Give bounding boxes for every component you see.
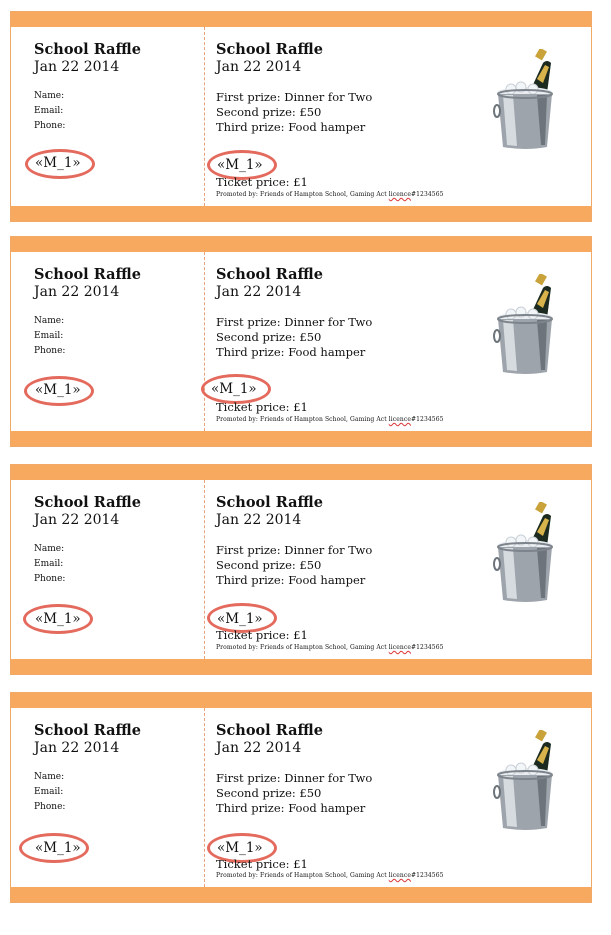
- second-prize: Second prize: £50: [216, 558, 322, 572]
- stub-ticket-number: «M_1»: [35, 840, 81, 856]
- main-ticket-number: «M_1»: [217, 157, 263, 173]
- name-label: Name:: [34, 91, 65, 101]
- ticket-price: Ticket price: £1: [216, 175, 308, 189]
- first-prize: First prize: Dinner for Two: [216, 771, 373, 785]
- promoter-line: [216, 416, 444, 423]
- promoter-line: [216, 644, 444, 651]
- stub-title: School Raffle: [34, 266, 141, 283]
- third-prize: Third prize: Food hamper: [216, 345, 366, 359]
- email-label: Email:: [34, 331, 64, 341]
- main-ticket-number: «M_1»: [217, 611, 263, 627]
- perforation-line: [204, 252, 205, 431]
- champagne-bucket-icon: [493, 502, 563, 602]
- perforation-line: [204, 708, 205, 887]
- ticket-stub: [34, 722, 199, 815]
- stub-date: Jan 22 2014: [34, 59, 120, 75]
- first-prize: First prize: Dinner for Two: [216, 315, 373, 329]
- stub-title: School Raffle: [34, 41, 141, 58]
- stub-ticket-number: «M_1»: [35, 382, 81, 398]
- ticket-top-band: [11, 12, 591, 27]
- ticket-stub: [34, 41, 199, 134]
- raffle-ticket: [10, 464, 592, 675]
- second-prize: Second prize: £50: [216, 105, 322, 119]
- perforation-line: [204, 27, 205, 206]
- stub-ticket-number: «M_1»: [35, 611, 81, 627]
- highlight-oval: [25, 149, 95, 179]
- main-date: Jan 22 2014: [216, 512, 302, 528]
- champagne-bucket-icon: [493, 49, 563, 149]
- second-prize: Second prize: £50: [216, 330, 322, 344]
- licence-number: #1234565: [411, 191, 444, 198]
- highlight-oval: [19, 833, 89, 863]
- stub-ticket-number: «M_1»: [35, 155, 81, 171]
- phone-label: Phone:: [34, 574, 66, 584]
- ticket-bottom-band: [11, 659, 591, 674]
- name-label: Name:: [34, 316, 65, 326]
- ticket-price: Ticket price: £1: [216, 857, 308, 871]
- promoter-text: Promoted by: Friends of Hampton School, Gaming Act: [216, 644, 387, 651]
- third-prize: Third prize: Food hamper: [216, 573, 366, 587]
- main-title: School Raffle: [216, 494, 323, 511]
- licence-number: #1234565: [411, 416, 444, 423]
- ticket-main: [216, 41, 516, 135]
- email-label: Email:: [34, 106, 64, 116]
- phone-label: Phone:: [34, 346, 66, 356]
- highlight-oval: [23, 604, 93, 634]
- ticket-bottom-band: [11, 887, 591, 902]
- licence-word: licence: [388, 872, 411, 879]
- email-label: Email:: [34, 787, 64, 797]
- ticket-main: [216, 266, 516, 360]
- name-label: Name:: [34, 544, 65, 554]
- ticket-price: Ticket price: £1: [216, 628, 308, 642]
- email-label: Email:: [34, 559, 64, 569]
- ticket-price: Ticket price: £1: [216, 400, 308, 414]
- main-title: School Raffle: [216, 266, 323, 283]
- ticket-top-band: [11, 465, 591, 480]
- licence-word: licence: [388, 191, 411, 198]
- first-prize: First prize: Dinner for Two: [216, 90, 373, 104]
- ticket-main: [216, 722, 516, 816]
- ticket-stub: [34, 494, 199, 587]
- licence-number: #1234565: [411, 872, 444, 879]
- main-date: Jan 22 2014: [216, 284, 302, 300]
- promoter-text: Promoted by: Friends of Hampton School, Gaming Act: [216, 191, 387, 198]
- champagne-bucket-icon: [493, 730, 563, 830]
- stub-date: Jan 22 2014: [34, 284, 120, 300]
- main-ticket-number: «M_1»: [211, 381, 257, 397]
- third-prize: Third prize: Food hamper: [216, 801, 366, 815]
- raffle-ticket: [10, 692, 592, 903]
- stub-title: School Raffle: [34, 722, 141, 739]
- stub-date: Jan 22 2014: [34, 512, 120, 528]
- promoter-text: Promoted by: Friends of Hampton School, Gaming Act: [216, 872, 387, 879]
- ticket-stub: [34, 266, 199, 359]
- second-prize: Second prize: £50: [216, 786, 322, 800]
- ticket-main: [216, 494, 516, 588]
- licence-number: #1234565: [411, 644, 444, 651]
- main-title: School Raffle: [216, 722, 323, 739]
- ticket-bottom-band: [11, 206, 591, 221]
- ticket-top-band: [11, 237, 591, 252]
- ticket-top-band: [11, 693, 591, 708]
- licence-word: licence: [388, 644, 411, 651]
- third-prize: Third prize: Food hamper: [216, 120, 366, 134]
- stub-date: Jan 22 2014: [34, 740, 120, 756]
- raffle-ticket: [10, 236, 592, 447]
- first-prize: First prize: Dinner for Two: [216, 543, 373, 557]
- ticket-bottom-band: [11, 431, 591, 446]
- promoter-line: [216, 872, 444, 879]
- promoter-line: [216, 191, 444, 198]
- champagne-bucket-icon: [493, 274, 563, 374]
- raffle-ticket: [10, 11, 592, 222]
- phone-label: Phone:: [34, 802, 66, 812]
- licence-word: licence: [388, 416, 411, 423]
- highlight-oval: [24, 376, 94, 406]
- main-date: Jan 22 2014: [216, 740, 302, 756]
- promoter-text: Promoted by: Friends of Hampton School, Gaming Act: [216, 416, 387, 423]
- phone-label: Phone:: [34, 121, 66, 131]
- perforation-line: [204, 480, 205, 659]
- main-ticket-number: «M_1»: [217, 840, 263, 856]
- main-title: School Raffle: [216, 41, 323, 58]
- stub-title: School Raffle: [34, 494, 141, 511]
- main-date: Jan 22 2014: [216, 59, 302, 75]
- name-label: Name:: [34, 772, 65, 782]
